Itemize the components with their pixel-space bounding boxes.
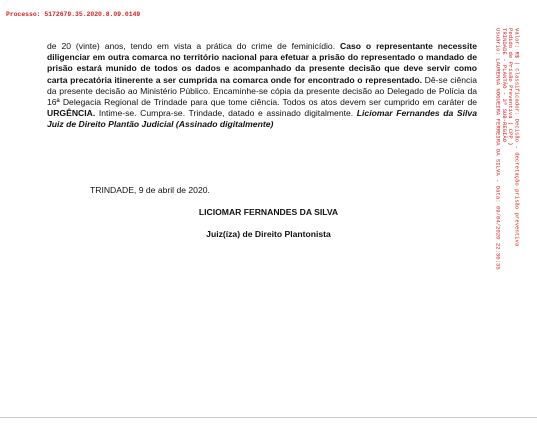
signer-name: LICIOMAR FERNANDES DA SILVA [198,207,339,217]
process-number: 5172679.35.2020.8.09.0149 [44,11,141,18]
stamp-line-1: Valor: R$ | Classificador: Decisão - decretação prisão preventiva [513,28,521,247]
process-label: Processo: [6,11,41,18]
body-notifications: Dê-se ciência da presente decisão ao Ministério Público. Encaminhe-se cópia da presente decisão ao Delegado de Polícia da 16ª Delegacia Regional de Trindade para que tome ciência. Todos os atos devem ser cumprido em caráter de [47,74,477,108]
page-bottom-rule [0,417,537,418]
decision-body [47,41,477,131]
body-bold-warrant: Caso o representante necessite diligenciar em outra comarca no território nacional para efetuar a prisão do representado o mandado de prisão estará munido de todos os dados e acompanhado da presente decisão que deve servir como carta precatória itinerente a ser cumprida na comarca onde for encontrado o representado. [47,41,477,85]
body-urgency: URGÊNCIA. [47,108,96,119]
stamp-line-4: Usuário: LAURENNA NOGUEIRA FERREIRA DA SILVA - Data: 09/04/2020 22:30:35 [494,28,502,270]
city-date: TRINDADE, 9 de abril de 2020. [90,185,210,195]
body-intro: de 20 (vinte) anos, tendo em vista a prática do crime de feminicídio. [47,41,340,51]
stamp-line-3: TRINDADE - PLANTÃO - 3ª SUB-REGIÃO [500,28,508,143]
body-closing: Intime-se. Cumpra-se. Trindade, datado e assinado digitalmente. [95,108,357,119]
signer-role: Juiz(íza) de Direito Plantonista [206,229,331,239]
process-header [6,11,140,18]
stamp-line-2: Pedido de Prisão Preventiva ( CPP ) [507,28,515,146]
body-signature-italic: Liciomar Fernandes da Silva Juiz de Direito Plantão Judicial (Assinado digitalmente) [47,108,477,130]
digital-signature-stamp [494,28,520,270]
